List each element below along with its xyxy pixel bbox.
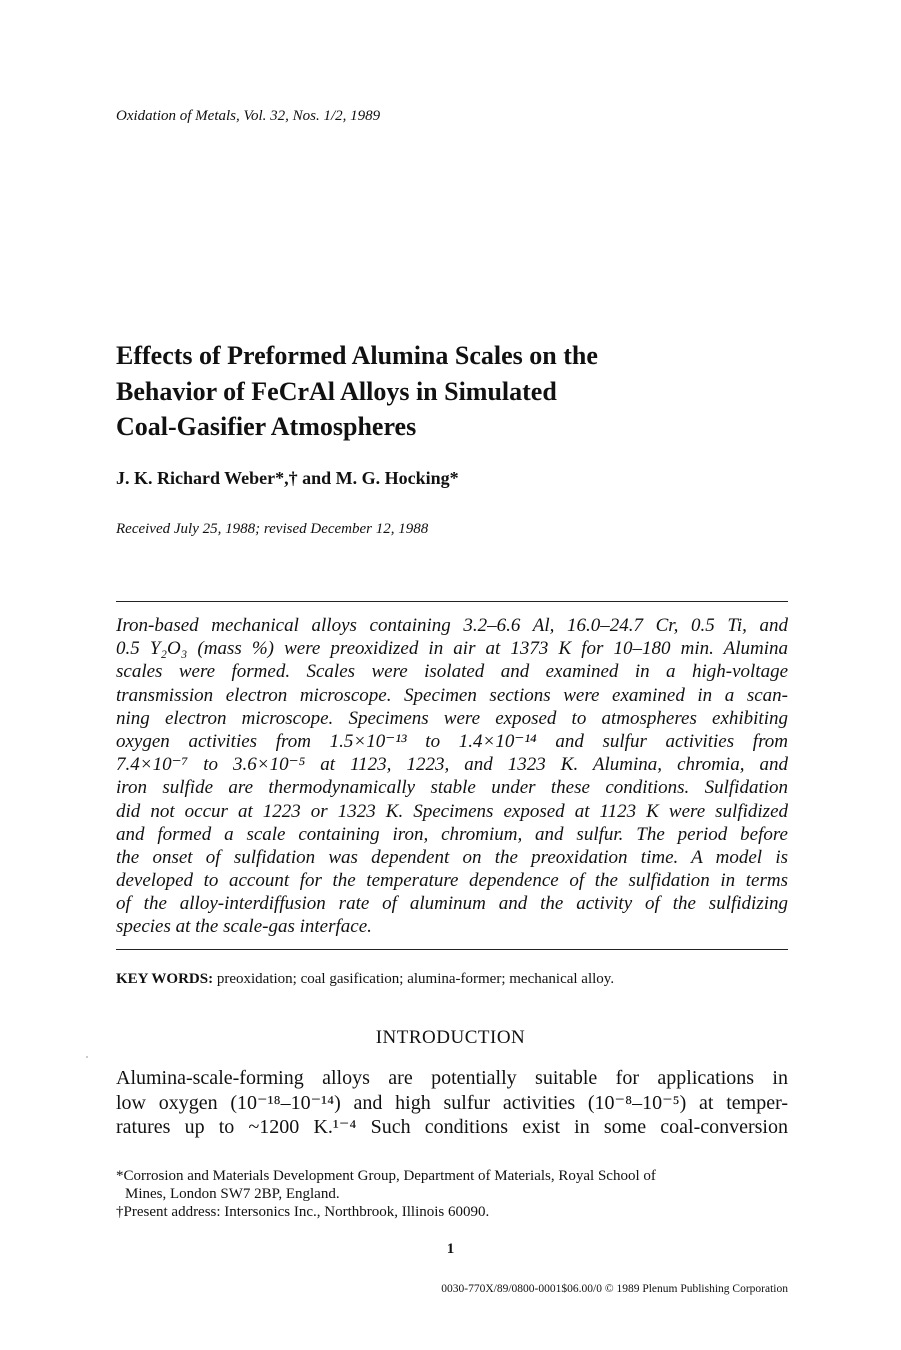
margin-speck <box>86 1056 88 1058</box>
intro-line: Alumina-scale-forming alloys are potentially suitable for applications in <box>116 1067 788 1089</box>
keywords-text: preoxidation; coal gasification; alumina-former; mechanical alloy. <box>213 971 615 987</box>
footnote-continuation: Mines, London SW7 2BP, England. <box>125 1186 340 1202</box>
introduction-body <box>116 1066 788 1140</box>
section-heading-introduction: INTRODUCTION <box>375 1027 526 1048</box>
keywords <box>116 971 614 988</box>
abstract-line: 0.5 Y₂O₃ (mass %) were preoxidized in air at 1373 K for 10–180 min. Alumina <box>116 638 788 660</box>
abstract-top-rule <box>116 601 788 602</box>
abstract-bottom-rule <box>116 949 788 950</box>
footnote: *Corrosion and Materials Development Group, Department of Materials, Royal School of <box>116 1168 656 1184</box>
abstract-line: 7.4×10⁻⁷ to 3.6×10⁻⁵ at 1123, 1223, and 1323 K. Alumina, chromia, and <box>116 754 788 776</box>
title-line: Effects of Preformed Alumina Scales on the <box>116 341 598 370</box>
footnote: †Present address: Intersonics Inc., Northbrook, Illinois 60090. <box>116 1204 490 1220</box>
intro-line: ratures up to ~1200 K.¹⁻⁴ Such conditions exist in some coal-conversion <box>116 1116 788 1138</box>
copyright-line: 0030-770X/89/0800-0001$06.00/0 © 1989 Plenum Publishing Corporation <box>441 1283 788 1295</box>
abstract-line: Iron-based mechanical alloys containing 3.2–6.6 Al, 16.0–24.7 Cr, 0.5 Ti, and <box>116 615 788 636</box>
intro-line: low oxygen (10⁻¹⁸–10⁻¹⁴) and high sulfur activities (10⁻⁸–10⁻⁵) at temper- <box>116 1091 788 1114</box>
footnotes <box>116 1167 788 1221</box>
abstract-line: developed to account for the temperature dependence of the sulfidation in terms <box>116 870 788 892</box>
abstract-line: the onset of sulfidation was dependent on the preoxidation time. A model is <box>116 846 788 868</box>
page-number: 1 <box>446 1241 455 1257</box>
abstract-line: species at the scale-gas interface. <box>116 916 372 938</box>
paper-title <box>116 338 766 445</box>
abstract <box>116 614 788 939</box>
abstract-line: did not occur at 1223 or 1323 K. Specimens exposed at 1123 K were sulfidized <box>116 800 788 822</box>
abstract-line: ning electron microscope. Specimens were exposed to atmospheres exhibiting <box>116 707 788 729</box>
abstract-line: transmission electron microscope. Specimen sections were examined in a scan- <box>116 684 788 706</box>
abstract-line: iron sulfide are thermodynamically stable under these conditions. Sulfidation <box>116 777 788 799</box>
keywords-label: KEY WORDS: <box>116 971 214 987</box>
abstract-line: scales were formed. Scales were isolated and examined in a high-voltage <box>116 661 788 683</box>
abstract-line: and formed a scale containing iron, chromium, and sulfur. The period before <box>116 823 788 845</box>
title-line: Behavior of FeCrAl Alloys in Simulated <box>116 376 557 406</box>
author-list: J. K. Richard Weber*,† and M. G. Hocking* <box>116 468 459 488</box>
journal-citation: Oxidation of Metals, Vol. 32, Nos. 1/2, 1989 <box>116 108 381 124</box>
received-dates: Received July 25, 1988; revised December 12, 1988 <box>116 521 429 537</box>
abstract-line: of the alloy-interdiffusion rate of aluminum and the activity of the sulfidizing <box>116 893 788 915</box>
title-line: Coal-Gasifier Atmospheres <box>116 412 417 441</box>
abstract-line: oxygen activities from 1.5×10⁻¹³ to 1.4×10⁻¹⁴ and sulfur activities from <box>116 730 788 752</box>
